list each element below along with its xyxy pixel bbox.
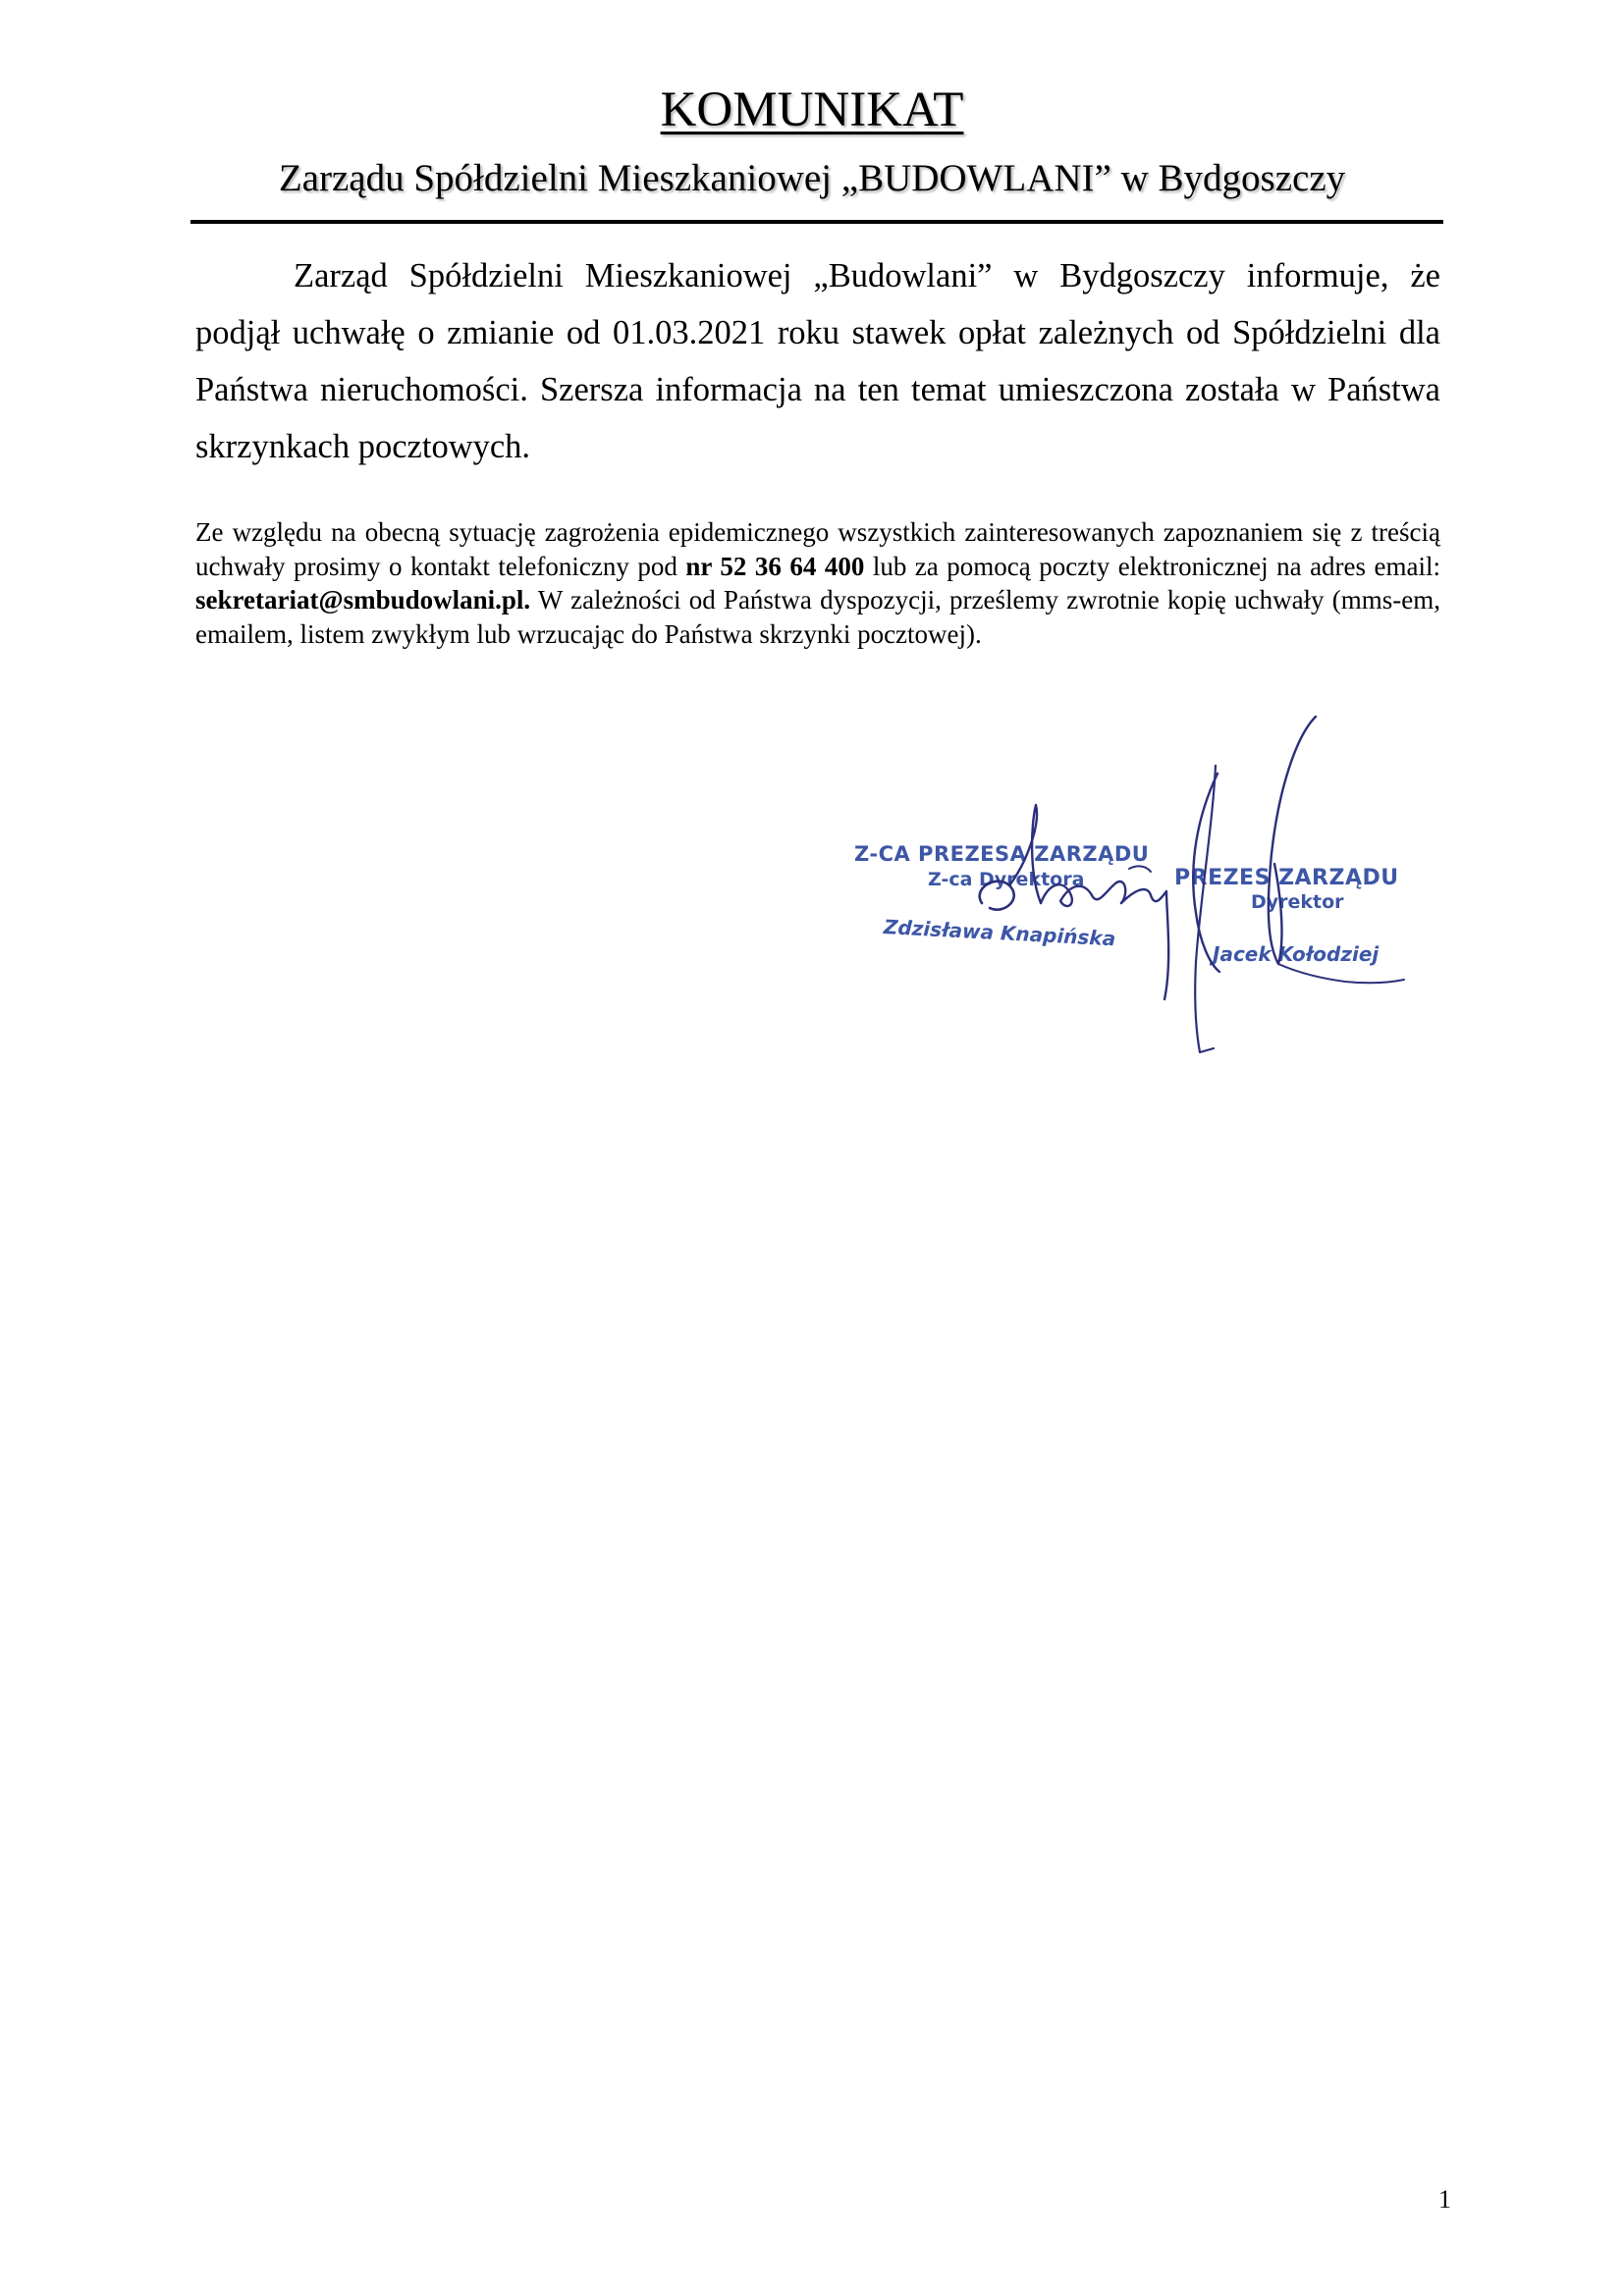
handwritten-signatures — [835, 707, 1473, 1070]
stamp-right-name: Jacek Kołodziej — [1213, 942, 1380, 966]
notice-text-3: W zależności od Państwa dyspozycji, prześlemy zwrotnie kopię uchwały (mms-em, emailem, listem zwykłym lub wrzucając do Państwa skrzynki pocztowej). — [195, 585, 1440, 649]
stamp-left-name: Zdzisława Knapińska — [883, 915, 1116, 951]
stamp-right-role: Dyrektor — [1251, 891, 1344, 913]
notice-text-2: lub za pomocą poczty elektronicznej na adres email: — [864, 551, 1441, 581]
signature-left-stroke-3 — [1041, 881, 1125, 906]
signature-block — [835, 707, 1473, 1070]
header-divider — [190, 220, 1443, 224]
signature-right-stroke-1 — [1269, 717, 1316, 964]
phone-number: nr 52 36 64 400 — [685, 551, 865, 581]
stamp-left-role: Z-ca Dyrektora — [928, 869, 1085, 890]
lead-paragraph: Zarząd Spółdzielni Mieszkaniowej „Budowlani” w Bydgoszczy informuje, że podjął uchwałę o zmianie od 01.03.2021 roku stawek opłat zależnych od Spółdzielni dla Państwa nieruchomości. Szersza informacja na ten temat umieszczona została w Państwa skrzynkach pocztowych. — [195, 257, 1440, 465]
signature-right-stroke-3 — [1195, 766, 1216, 1052]
signature-left-stroke-2 — [1009, 805, 1041, 903]
stamp-right-position: PREZES ZARZĄDU — [1174, 866, 1399, 890]
page-number: 1 — [1438, 2185, 1451, 2214]
document-title: KOMUNIKAT — [660, 82, 964, 137]
signature-left-stroke-5 — [1129, 866, 1151, 872]
signature-left-stroke-4 — [1121, 889, 1168, 999]
stamp-left-position: Z-CA PREZESA ZARZĄDU — [854, 842, 1150, 866]
document-subtitle: Zarządu Spółdzielni Mieszkaniowej „BUDOWLANI” w Bydgoszczy — [278, 157, 1346, 199]
notice-paragraph — [195, 515, 1440, 651]
email-address: sekretariat@smbudowlani.pl. — [195, 585, 531, 614]
notice-text-1: Ze względu na obecną sytuację zagrożenia epidemicznego wszystkich zainteresowanych zapoznaniem się z treścią uchwały prosimy o kontakt telefoniczny pod — [195, 517, 1440, 581]
signature-right-stroke-4 — [1278, 964, 1404, 983]
